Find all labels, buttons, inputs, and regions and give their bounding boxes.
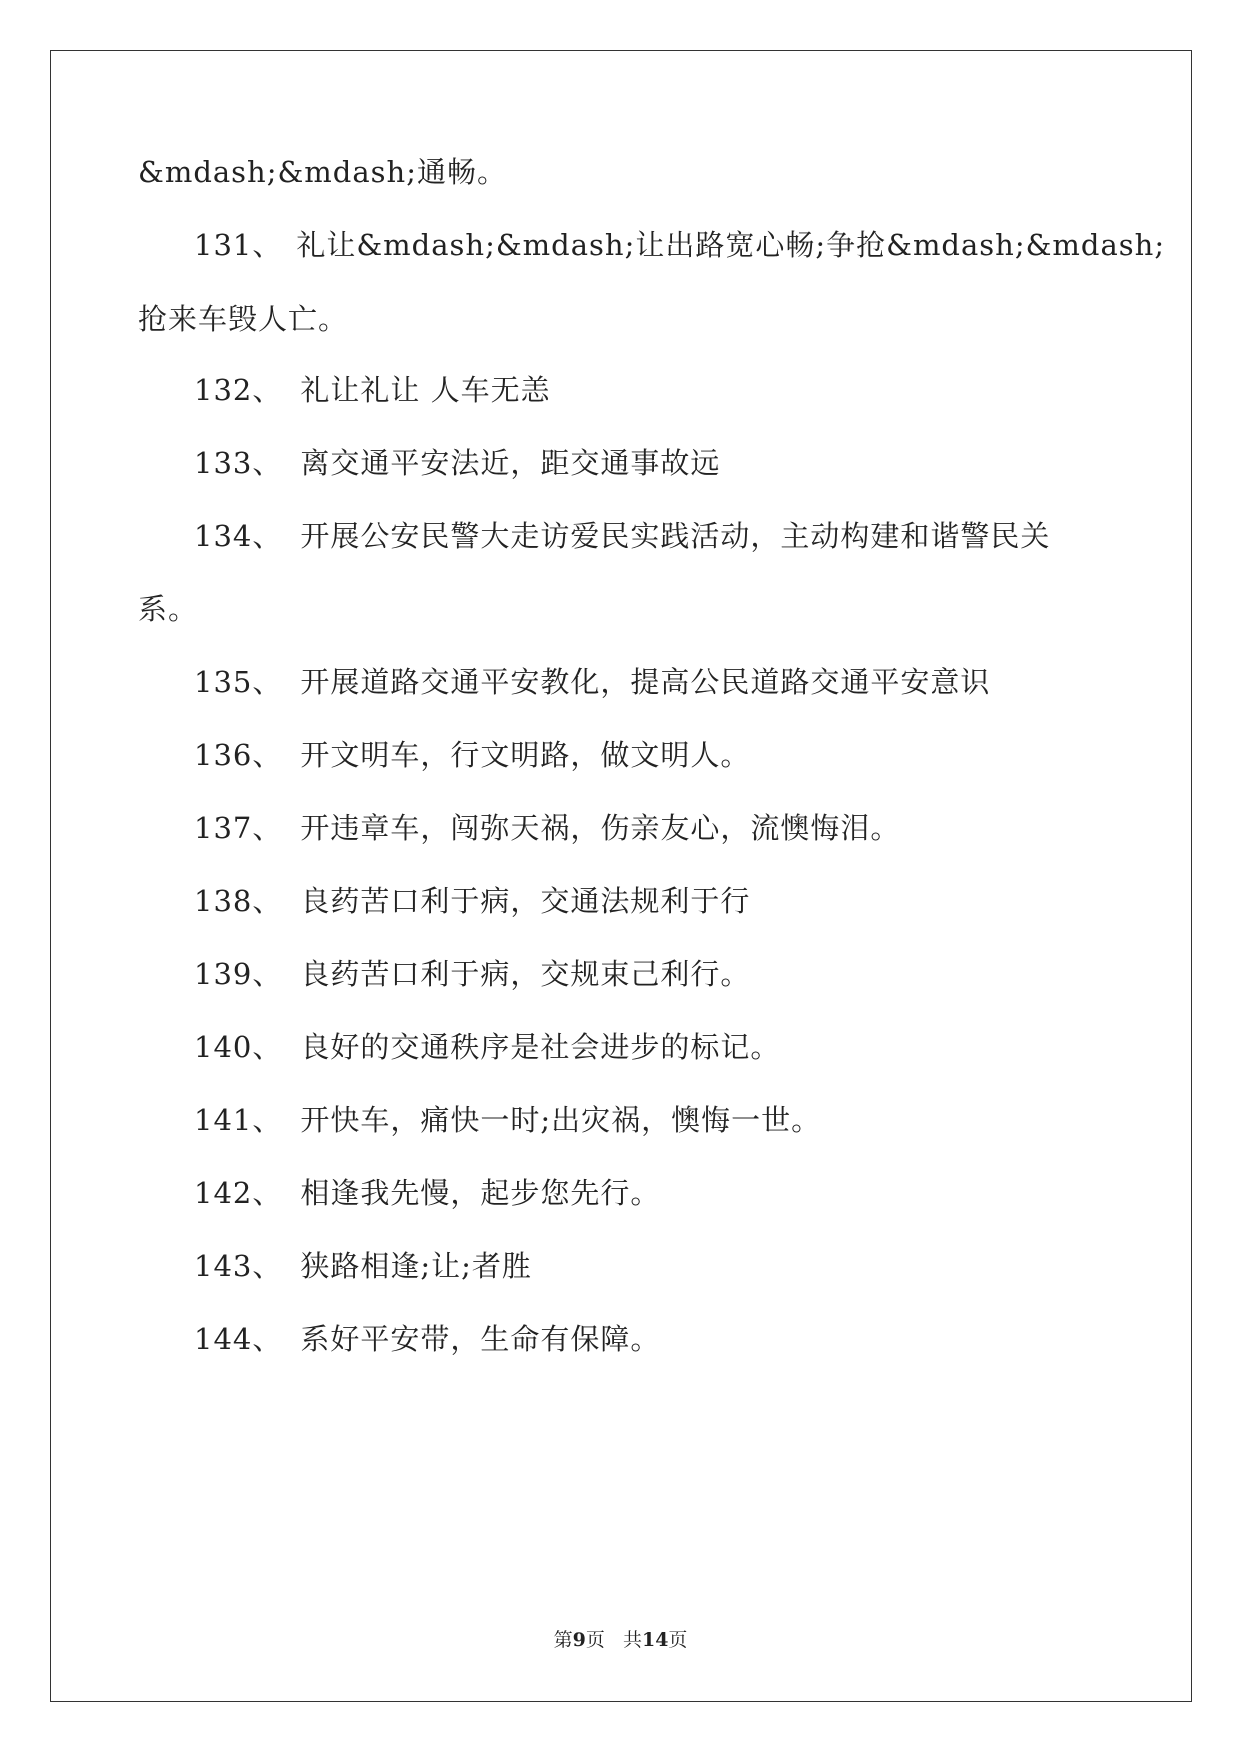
- list-item-143: 143、 狭路相逢;让;者胜: [194, 1249, 532, 1283]
- list-item-132: 132、 礼让礼让 人车无恙: [194, 373, 551, 407]
- page-border: [50, 50, 1192, 1702]
- list-item-131: 131、礼让&mdash;&mdash;让出路宽心畅;争抢&mdash;&mdash;: [194, 228, 1166, 262]
- list-item-133: 133、 离交通平安法近，距交通事故远: [194, 446, 721, 480]
- footer-page-number: 9: [572, 1629, 586, 1651]
- list-item-141: 141、 开快车，痛快一时;出灾祸，懊悔一世。: [194, 1103, 822, 1137]
- list-item-142: 142、 相逢我先慢，起步您先行。: [194, 1176, 661, 1210]
- text-line-continuation: 抢来车毁人亡。: [138, 302, 349, 336]
- footer-total-prefix: 共: [622, 1629, 642, 1651]
- list-item-140: 140、 良好的交通秩序是社会进步的标记。: [194, 1030, 781, 1064]
- list-item-136: 136、 开文明车，行文明路，做文明人。: [194, 738, 751, 772]
- list-item-134: 134、 开展公安民警大走访爱民实践活动，主动构建和谐警民关: [194, 519, 1051, 553]
- list-item-135: 135、 开展道路交通平安教化，提高公民道路交通平安意识: [194, 665, 991, 699]
- footer-page-prefix: 第: [553, 1629, 573, 1651]
- list-item-137: 137、 开违章车，闯弥天祸，伤亲友心，流懊悔泪。: [194, 811, 901, 845]
- text-line-continuation: 系。: [138, 592, 199, 626]
- text-line-1: &mdash;&mdash;通畅。: [138, 155, 507, 189]
- footer-page-suffix: 页: [585, 1629, 605, 1651]
- footer-total-suffix: 页: [668, 1629, 688, 1651]
- list-item-138: 138、 良药苦口利于病，交通法规利于行: [194, 884, 751, 918]
- list-item-144: 144、 系好平安带，生命有保障。: [194, 1322, 661, 1356]
- footer-total-pages: 14: [641, 1629, 669, 1651]
- list-item-139: 139、 良药苦口利于病，交规束己利行。: [194, 957, 751, 991]
- page-footer: [0, 1625, 1241, 1652]
